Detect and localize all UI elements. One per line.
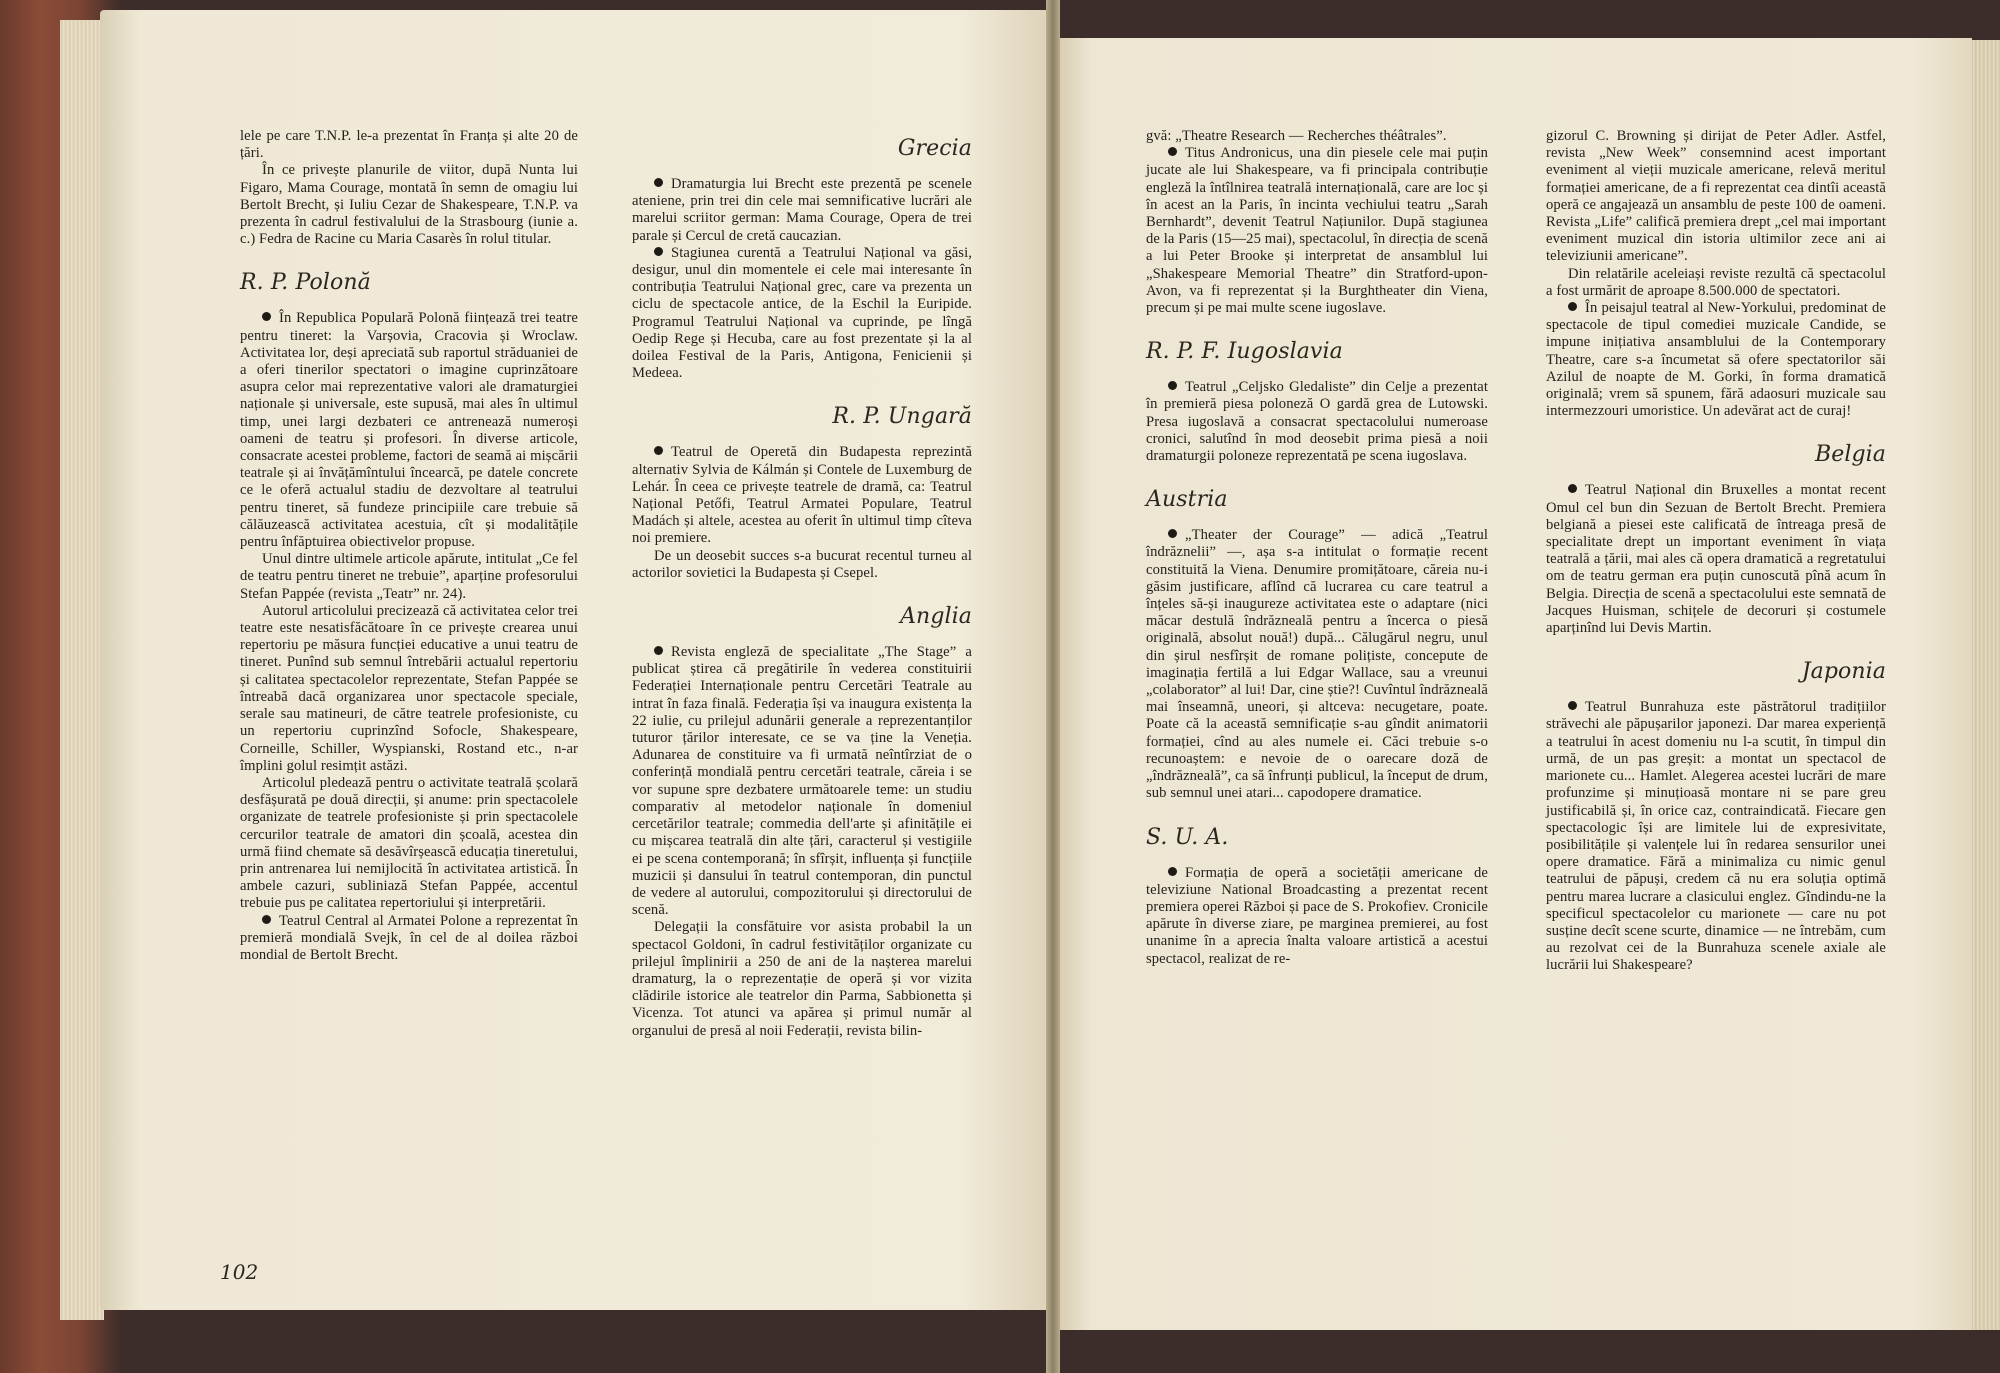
bullet-icon [1168, 867, 1177, 876]
paragraph: Revista engleză de specialitate „The Stage” a publicat știrea că pregătirile în vederea constituirii Federației Internaționale pentru Cercetări Teatrale au intrat în faza finală. Federația își va inaugura existența la 22 iulie, cu prilejul adunării generale a reprezentanților tuturor țărilor interesate, ce se va ține la Veneția. Adunarea de constituire va fi urmată neîntîrziat de o conferință mondială pentru cercetări teatrale, căreia i se vor supune spre dezbatere următoarele teme: un studiu comparativ al metodelor naționale în domeniul cercetărilor teatrale; commedia dell'arte și afinitățile ei cu mișcarea teatrală din alte țări, caracterul și vestigiile ei pe scena contemporană; în sfîrșit, influența și funcțiile muzicii și dansului în teatrul contemporan, din punctul de vedere al autorului, compozitorului și directorului de scenă. [632, 644, 972, 919]
section-heading-anglia: Anglia [900, 604, 972, 630]
section-heading-ungara: R. P. Ungară [832, 404, 972, 430]
paragraph: lele pe care T.N.P. le-a prezentat în Franța și alte 20 de țări. [240, 128, 578, 162]
paragraph: Teatrul Central al Armatei Polone a reprezentat în premieră mondială Svejk, în cel de al doilea război mondial de Bertolt Brecht. [240, 912, 578, 963]
bullet-icon [1568, 701, 1577, 710]
paragraph: Dramaturgia lui Brecht este prezentă pe scenele ateniene, prin trei din cele mai semnificative lucrări ale marelui scriitor german: Mama Courage, Opera de trei parale și Cercul de cretă caucazian. [632, 176, 972, 244]
left-page-edges [60, 20, 104, 1320]
section-heading-iugoslavia: R. P. F. Iugoslavia [1146, 339, 1343, 365]
paragraph: În ce privește planurile de viitor, după Nunta lui Figaro, Mama Courage, montată în semn de omagiu lui Bertolt Brecht, și Iuliu Cezar de Shakespeare, T.N.P. va prezenta în cadrul festivalului de la Strasbourg (iunie a. c.) Fedra de Racine cu Maria Casarès în rolul titular. [240, 162, 578, 248]
section-heading-belgia: Belgia [1814, 442, 1886, 468]
paragraph: Articolul pledează pentru o activitate teatrală școlară desfășurată pe două direcții, și anume: prin spectacolele organizate de teatrele profesioniste și prin spectacolele cercurilor teatrale de amatori din școală, acestea din urmă fiind chemate să desăvîrșească educația tineretului, prin antrenarea lui nemijlocită în activitatea artistică. În ambele cazuri, subliniază Stefan Pappée, accentul trebuie pus pe calitatea repertoriului și interpretării. [240, 774, 578, 912]
paragraph: Teatrul Național din Bruxelles a montat recent Omul cel bun din Sezuan de Bertolt Brecht. Premiera belgiană a piesei este calificată de întreaga presă de specialitate drept un important eveniment în viața teatrală a țării, mai ales că opera dramatică a regretatului om de teatru german era puțin cunoscută pînă acum în Belgia. Direcția de scenă a spectacolului este semnată de Jacques Huisman, schițele de decoruri și costumele aparținînd lui Devis Martin. [1546, 482, 1886, 637]
paragraph: Teatrul „Celjsko Gledaliste” din Celje a prezentat în premieră piesa poloneză O gardă grea de Lutowski. Presa iugoslavă a consacrat spectacolului numeroase cronici, salutînd în mod deosebit prima piesă a noii dramaturgii poloneze reprezentată pe scena iugoslava. [1146, 379, 1488, 465]
bullet-icon [262, 312, 271, 321]
section-heading-polona: R. P. Polonă [240, 270, 371, 296]
book-gutter [1046, 0, 1060, 1373]
paragraph: În peisajul teatral al New-Yorkului, predominat de spectacole de tipul comediei muzicale Candide, se impune inițiativa ansamblului de la Contemporary Theatre, care s-a încumetat să ofere spectatorilor săi Azilul de noapte de M. Gorki, în forma dramatică originală; vrem să spunem, fără adaosuri muzicale sau intermezzouri umoristice. Un adevărat act de curaj! [1546, 300, 1886, 420]
left-column-1 [240, 128, 578, 964]
bullet-icon [1168, 147, 1177, 156]
section-heading-sua: S. U. A. [1146, 824, 1229, 850]
bullet-icon [654, 446, 663, 455]
paragraph: Delegații la consfătuire vor asista probabil la un spectacol Goldoni, în cadrul festivităților organizate cu prilejul împlinirii a 250 de ani de la nașterea marelui dramaturg, la o reprezentație de operă și vor vizita clădirile istorice ale teatrelor din Parma, Sabbionetta și Vicenza. Tot atunci va apărea și primul număr al organului de presă al noii Federații, revista bilin- [632, 919, 972, 1039]
bullet-icon [1168, 381, 1177, 390]
paragraph: De un deosebit succes s-a bucurat recentul turneu al actorilor sovietici la Budapesta și Csepel. [632, 547, 972, 581]
paragraph: Teatrul de Operetă din Budapesta reprezintă alternativ Sylvia de Kálmán și Contele de Luxemburg de Lehár. În ceea ce privește teatrele de dramă, ca: Teatrul Național Petőfi, Teatrul Armatei Populare, Teatrul Madách și altele, acestea au oferit în ultimul timp cîteva noi premiere. [632, 444, 972, 547]
bullet-icon [654, 178, 663, 187]
paragraph: gvă: „Theatre Research — Recherches théâtrales”. [1146, 128, 1447, 144]
paragraph: Stagiunea curentă a Teatrului Național va găsi, desigur, unul din momentele ei cele mai interesante în contribuția Teatrului Național grec, care va prezenta un ciclu de spectacole antice, de la Eschil la Euripide. Programul Teatrului Național va cuprinde, pe lîngă Oedip Rege și Hecuba, care au fost prezentate și la al doilea Festival de la Paris, Antigona, Fenicienii și Medeea. [632, 244, 972, 382]
bullet-icon [654, 247, 663, 256]
right-column-1 [1146, 128, 1488, 968]
paragraph: Teatrul Bunrahuza este păstrătorul tradițiilor străvechi ale păpușarilor japonezi. Dar marea experiență a teatrului în acest domeniu nu l-a scutit, în timpul din urmă, de un pas greșit: a montat un spectacol de marionete cu... Hamlet. Alegerea acestei lucrări de mare profunzime și minuțioasă montare ni se pare greu justificabilă și, în orice caz, contraindicată. Fiecare gen spectacologic își are limitele lui de expresivitate, posibilitățile și valențele lui în redarea sensurilor unei opere dramatice. Fără a minimaliza cu nimic genul teatrului de păpuși, credem că nu era soluția optimă pentru marea lucrare a clasicului englez. Gîndindu-ne la specificul spectacolelor cu marionete — care nu pot susține decît scene scurte, dinamice — ne întrebăm, cum au rezolvat cei de la Bunrahuza scenele axiale ale lucrării lui Shakespeare? [1546, 699, 1886, 974]
left-column-2 [632, 136, 972, 1040]
paragraph: În Republica Populară Polonă ființează trei teatre pentru tineret: la Varșovia, Cracovia și Wroclaw. Activitatea lor, deși apreciată sub raportul străduaniei de a oferi tinerilor spectatori o imagine cuprinzătoare asupra celor mai reprezentative valori ale dramaturgiei naționale și universale, este supusă, mai ales în ultimul timp, unei largi dezbateri ce antrenează numeroși oameni de teatru și profesori. În diverse articole, consacrate acestei probleme, factori de seamă ai mișcării teatrale și ai învățămîntului încearcă, pe datele concrete ce le oferă actualul stadiu de dezvoltare al teatrului pentru tineret, să fundeze principiile care trebuie să călăuzească activitatea acestuia, cît și modalitățile pentru înfăptuirea obiectivelor propuse. [240, 310, 578, 551]
paragraph: Din relatările aceleiași reviste rezultă că spectacolul a fost urmărit de aproape 8.500.000 de spectatori. [1546, 265, 1886, 299]
right-column-2 [1546, 128, 1886, 975]
page-number: 102 [220, 1260, 259, 1284]
paragraph: Autorul articolului precizează că activitatea celor trei teatre este nesatisfăcătoare în ce privește crearea unui repertoriu pe măsura funcției educative a unui teatru de tineret. Punînd sub semnul întrebării actualul repertoriu și calitatea spectacolelor reprezentate, Stefan Pappée se întreabă dacă organizarea unor spectacole speciale, serale sau matineuri, de către teatrele profesioniste, cu un repertoriu cuprinzînd Sofocle, Shakespeare, Corneille, Schiller, Wyspianski, Rostand etc., n-ar împlini golul resimțit astăzi. [240, 602, 578, 774]
paragraph: gizorul C. Browning și dirijat de Peter Adler. Astfel, revista „New Week” consemnind acest important eveniment al vieții muzicale americane, relevă meritul formației americane, de a fi reprezentat cea dintîi această operă ce angajează un ansamblu de peste 100 de oameni. Revista „Life” califică premiera drept „cel mai important eveniment muzical din istoria ultimilor zece ani ai televiziunii americane”. [1546, 128, 1886, 265]
paragraph: Formația de operă a societății americane de televiziune National Broadcasting a prezentat recent premiera operei Război și pace de S. Prokofiev. Cronicile apărute în diverse ziare, pe marginea premierei, au fost unanime în a aprecia înalta valoare artistică a acestui spectacol, realizat de re- [1146, 864, 1488, 967]
bullet-icon [1568, 302, 1577, 311]
bullet-icon [262, 915, 271, 924]
section-heading-grecia: Grecia [897, 136, 972, 161]
bullet-icon [1168, 529, 1177, 538]
bullet-icon [654, 646, 663, 655]
section-heading-japonia: Japonia [1801, 659, 1886, 685]
paragraph: Titus Andronicus, una din piesele cele mai puțin jucate ale lui Shakespeare, va fi principala contribuție engleză la întîlnirea teatrală internațională, care are loc și în acest an la Paris, în incinta vechiului teatru „Sarah Bernhardt”, devenit Teatrul Națiunilor. După stagiunea de la Paris (15—25 mai), spectacolul, în direcția de scenă a lui Peter Brooke și interpretat de ansamblul lui „Shakespeare Memorial Theatre” din Stratford-upon-Avon, va fi reprezentat și la Burghtheater din Viena, precum și pe mai multe scene iugoslave. [1146, 145, 1488, 317]
bullet-icon [1568, 484, 1577, 493]
paragraph: Unul dintre ultimele articole apărute, intitulat „Ce fel de teatru pentru tineret ne trebuie”, aparține profesorului Stefan Pappée (revista „Teatr” nr. 24). [240, 551, 579, 602]
section-heading-austria: Austria [1146, 487, 1228, 513]
paragraph: „Theater der Courage” — adică „Teatrul îndrăznelii” —, așa s-a intitulat o formație recent constituită la Viena. Denumire promițătoare, căreia nu-i găsim justificare, aflînd că lucrarea cu care teatrul a înțeles să-și inaugureze activitatea este o adaptare (nici măcar destulă îndrăzneală pentru a încerca o piesă originală, absolut nouă!) după... Călugărul negru, unul din șirul nesfîrșit de romane polițiste, concepute de imaginația fertilă a lui Edgar Wallace, sau a vreunui „colaborator” al lui! Dar, cine știe?! Cuvîntul îndrăzneală mai înseamnă, uneori, și altceva: necugetare, poate. Poate că la această semnificație s-au gîndit animatorii formației, cînd au ales numele ei. Căci trebuie s-o recunoaștem: e nevoie de o oarecare doză de „îndrăzneală”, ca să înfrunți publicul, la început de drum, sub semnul unei atari... capodopere dramatice. [1146, 527, 1488, 802]
